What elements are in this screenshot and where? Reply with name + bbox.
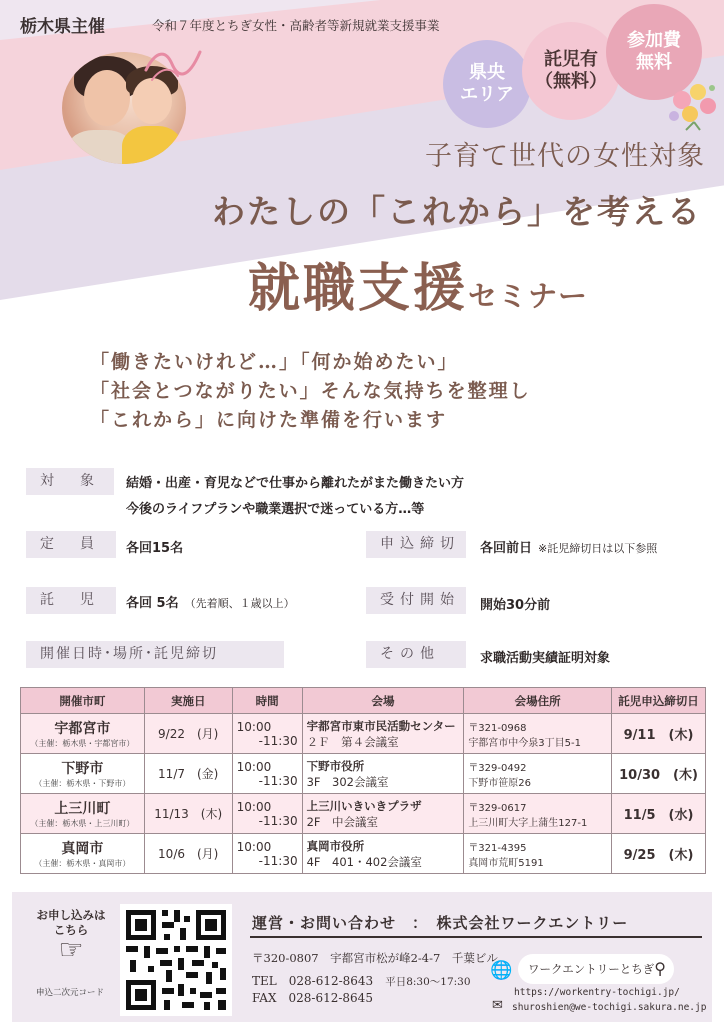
deadline-cell: 9/11 (木) (612, 714, 706, 754)
big-title: 就職支援セミナー (248, 258, 589, 319)
col-date: 実施日 (144, 688, 232, 714)
globe-icon: 🌐 (490, 960, 513, 981)
date-cell: 9/22 (月) (144, 714, 232, 754)
childcare-badge: 託児有 （無料） (522, 22, 620, 120)
date-cell: 11/13 (木) (144, 794, 232, 834)
col-venue: 会場 (302, 688, 464, 714)
decorative-wave-icon (142, 40, 206, 88)
venue-cell: 宇都宮市東市民活動センター ２Ｆ 第４会議室 (302, 714, 464, 754)
deadline-label: 申込締切 (366, 531, 466, 558)
table-row (21, 834, 706, 874)
table-row (21, 754, 706, 794)
qr-code[interactable] (120, 904, 232, 1016)
time-cell: 10:00 -11:30 (232, 714, 302, 754)
col-time: 時間 (232, 688, 302, 714)
contact-tel: TEL 028-612-8643 平日8:30～17:30 (252, 974, 471, 988)
deadline-cell: 11/5 (水) (612, 794, 706, 834)
table-row (21, 714, 706, 754)
time-cell: 10:00 -11:30 (232, 794, 302, 834)
qr-note: 申込二次元コード (35, 988, 104, 998)
lead-text: 「働きたいけれど…」「何か始めたい」 「社会とつながりたい」そんな気持ちを整理し 「これから」に向けた準備を行います (90, 351, 531, 431)
table-header-row (21, 688, 706, 714)
subtitle: 子育て世代の女性対象 (425, 141, 705, 172)
childcare-value: 各回 5名 （先着順、１歳以上） (126, 596, 295, 611)
search-icon[interactable]: ⚲ (654, 959, 666, 978)
fee-badge: 参加費 無料 (606, 4, 702, 100)
email-address[interactable]: shuroshien@we-tochigi.sakura.ne.jp (512, 1002, 707, 1013)
deadline-cell: 10/30 (木) (612, 754, 706, 794)
footer (12, 892, 712, 1022)
reception-label: 受付開始 (366, 587, 466, 614)
col-childcare-deadline: 託児申込締切日 (612, 688, 706, 714)
address-cell: 〒321-4395 真岡市荒町5191 (464, 834, 612, 874)
capacity-label: 定 員 (26, 531, 116, 558)
city-cell: 下野市 （主催：栃木県・下野市） (21, 754, 145, 794)
search-box[interactable] (518, 954, 674, 984)
city-cell: 宇都宮市 （主催：栃木県・宇都宮市） (21, 714, 145, 754)
venue-cell: 上三川いきいきプラザ 2F 中会議室 (302, 794, 464, 834)
address-cell: 〒329-0492 下野市笹原26 (464, 754, 612, 794)
col-city: 開催市町 (21, 688, 145, 714)
area-badge: 県央 エリア (443, 40, 531, 128)
capacity-value: 各回15名 (126, 541, 184, 556)
schedule-table (20, 687, 706, 874)
target-label: 対 象 (26, 468, 114, 495)
time-cell: 10:00 -11:30 (232, 834, 302, 874)
venue-cell: 下野市役所 3F 302会議室 (302, 754, 464, 794)
childcare-label: 託 児 (26, 587, 116, 614)
pointing-hand-icon: ☞ (58, 933, 84, 966)
apply-here: お申し込みは こちら ☞ (26, 908, 116, 961)
flower-bouquet-icon (664, 76, 722, 132)
organizer: 栃木県主催 (20, 17, 105, 37)
website-url[interactable]: https://workentry-tochigi.jp/ (514, 987, 680, 998)
target-value-2: 今後のライフプランや職業選択で迷っている方…等 (126, 502, 425, 517)
contact-divider (250, 936, 702, 938)
schedule-label: 開催日時･場所･託児締切 (26, 641, 284, 668)
date-cell: 11/7 (金) (144, 754, 232, 794)
contact-address: 〒320-0807 宇都宮市松が峰2-4-7 千葉ビル (252, 951, 498, 965)
target-value-1: 結婚・出産・育児などで仕事から離れたがまた働きたい方 (126, 476, 465, 491)
city-cell: 真岡市 （主催：栃木県・真岡市） (21, 834, 145, 874)
other-label: その他 (366, 641, 466, 668)
main-title: わたしの「これから」を考える (212, 192, 702, 231)
project-name: 令和７年度とちぎ女性・高齢者等新規就業支援事業 (152, 18, 440, 33)
deadline-value: 各回前日 ※託児締切日は以下参照 (480, 541, 658, 556)
city-cell: 上三川町 （主催：栃木県・上三川町） (21, 794, 145, 834)
venue-cell: 真岡市役所 4F 401・402会議室 (302, 834, 464, 874)
big-title-suffix: セミナー (468, 279, 589, 313)
col-address: 会場住所 (464, 688, 612, 714)
table-row (21, 794, 706, 834)
address-cell: 〒329-0617 上三川町大字上蒲生127-1 (464, 794, 612, 834)
other-value: 求職活動実績証明対象 (480, 651, 611, 666)
address-cell: 〒321-0968 宇都宮市中今泉3丁目5-1 (464, 714, 612, 754)
date-cell: 10/6 (月) (144, 834, 232, 874)
contact-fax: FAX 028-612-8645 (252, 991, 373, 1005)
contact-title: 運営・お問い合わせ ： 株式会社ワークエントリー (252, 914, 629, 932)
deadline-cell: 9/25 (木) (612, 834, 706, 874)
time-cell: 10:00 -11:30 (232, 754, 302, 794)
mail-icon: ✉ (492, 998, 503, 1013)
reception-value: 開始30分前 (480, 598, 551, 613)
search-text: ワークエントリーとちぎ (528, 962, 655, 976)
